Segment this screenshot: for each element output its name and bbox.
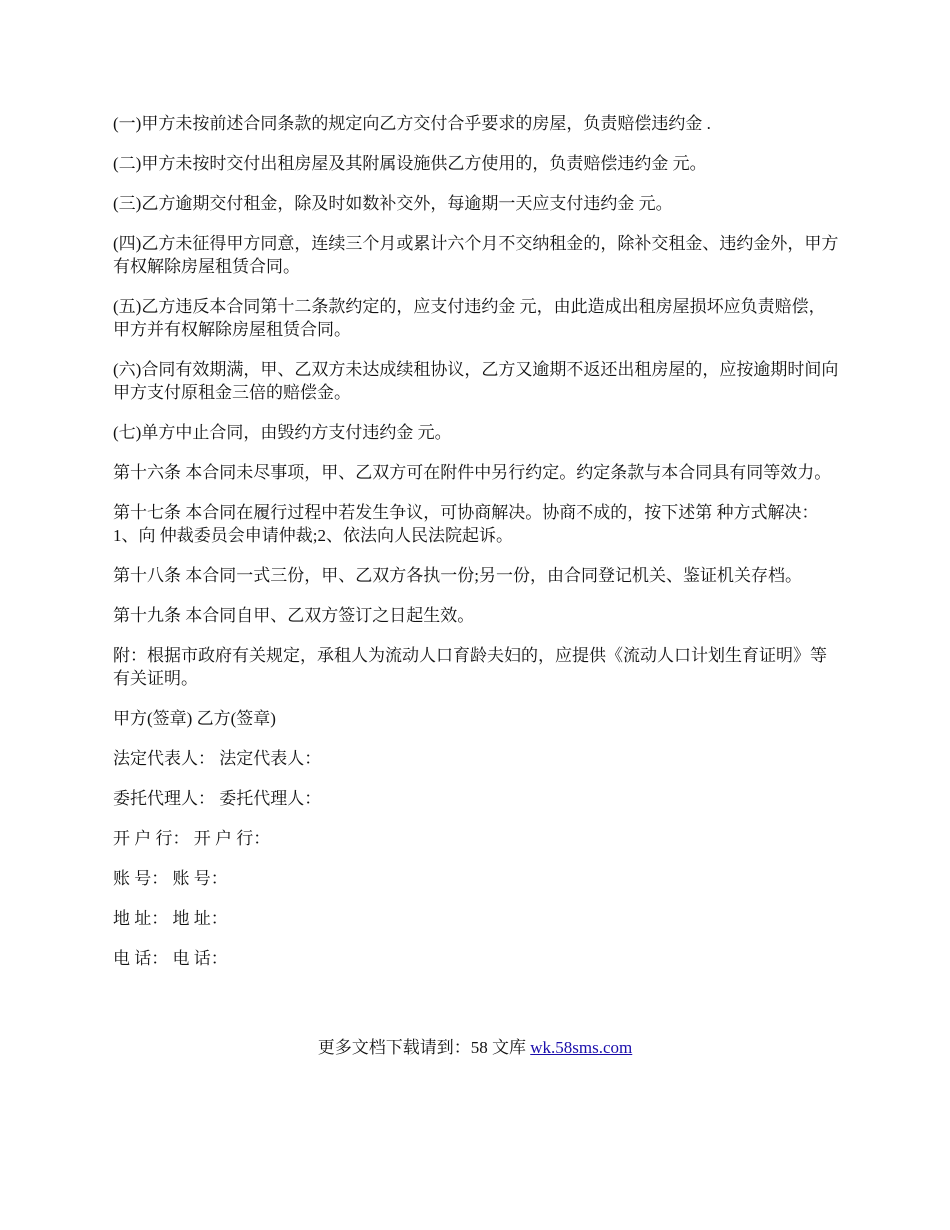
clause-6-overstay: (六)合同有效期满，甲、乙双方未达成续租协议，乙方又逾期不返还出租房屋的，应按逾期时间向甲方支付原租金三倍的赔偿金。 xyxy=(113,360,839,402)
document-body xyxy=(113,112,840,987)
account-number-line: 账 号： 账 号： xyxy=(113,869,228,888)
clause-4-unpaid-rent: (四)乙方未征得甲方同意，连续三个月或累计六个月不交纳租金的，除补交租金、违约金外，甲方有权解除房屋租赁合同。 xyxy=(113,234,839,276)
footer xyxy=(0,1036,950,1059)
appendix-note: 附：根据市政府有关规定，承租人为流动人口育龄夫妇的，应提供《流动人口计划生育证明》等有关证明。 xyxy=(113,646,827,688)
article-19: 第十九条 本合同自甲、乙双方签订之日起生效。 xyxy=(113,606,475,625)
bank-line: 开 户 行： 开 户 行： xyxy=(113,829,271,848)
authorized-agent-line: 委托代理人： 委托代理人： xyxy=(113,789,322,808)
clause-1-penalty-delivery: (一)甲方未按前述合同条款的规定向乙方交付合乎要求的房屋，负责赔偿违约金 . xyxy=(113,114,711,133)
article-17: 第十七条 本合同在履行过程中若发生争议，可协商解决。协商不成的，按下述第 种方式解决：1、向 仲裁委员会申请仲裁;2、依法向人民法院起诉。 xyxy=(113,503,819,545)
clause-5-breach-article-12: (五)乙方违反本合同第十二条款约定的，应支付违约金 元，由此造成出租房屋损坏应负责赔偿，甲方并有权解除房屋租赁合同。 xyxy=(113,297,826,339)
address-line: 地 址： 地 址： xyxy=(113,909,228,928)
article-18: 第十八条 本合同一式三份，甲、乙双方各执一份;另一份，由合同登记机关、鉴证机关存档。 xyxy=(113,566,802,585)
clause-2-penalty-late-handover: (二)甲方未按时交付出租房屋及其附属设施供乙方使用的，负责赔偿违约金 元。 xyxy=(113,154,707,173)
clause-3-late-rent: (三)乙方逾期交付租金，除及时如数补交外，每逾期一天应支付违约金 元。 xyxy=(113,194,673,213)
article-16: 第十六条 本合同未尽事项，甲、乙双方可在附件中另行约定。约定条款与本合同具有同等效力。 xyxy=(113,463,832,482)
footer-text: 更多文档下载请到：58 文库 xyxy=(317,1038,531,1057)
clause-7-unilateral-termination: (七)单方中止合同，由毁约方支付违约金 元。 xyxy=(113,423,452,442)
legal-representative-line: 法定代表人： 法定代表人： xyxy=(113,749,322,768)
signature-line: 甲方(签章) 乙方(签章) xyxy=(113,709,276,728)
phone-line: 电 话： 电 话： xyxy=(113,949,228,968)
footer-link[interactable]: wk.58sms.com xyxy=(530,1038,633,1057)
